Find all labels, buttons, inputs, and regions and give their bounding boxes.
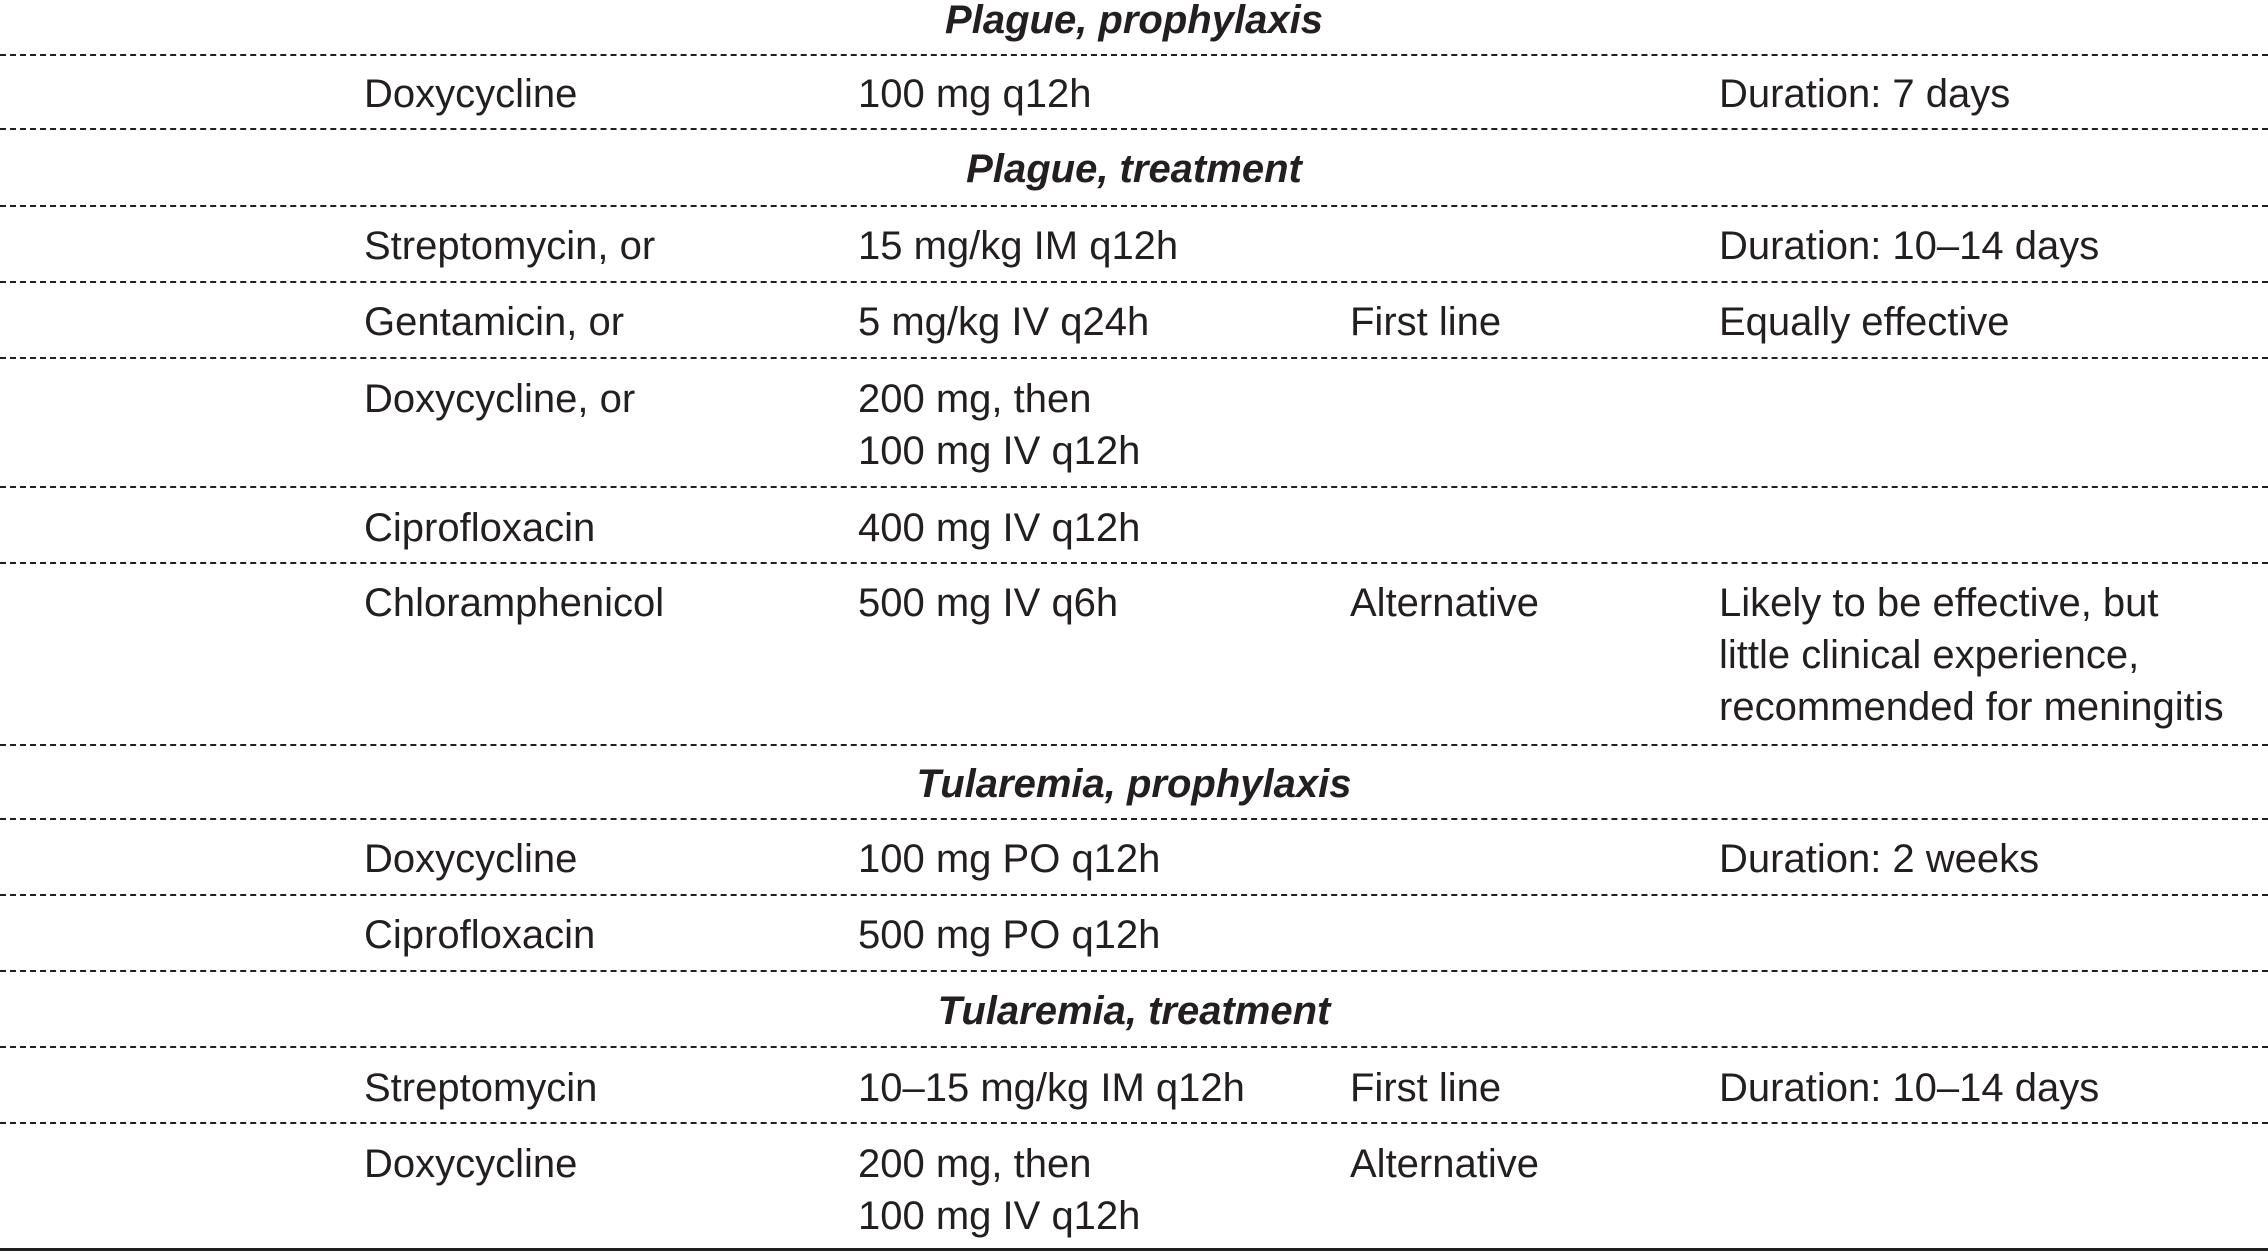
dose-cell: 400 mg IV q12h — [858, 506, 1141, 550]
row-divider — [0, 1122, 2268, 1124]
dose-cell: 200 mg, then 100 mg IV q12h — [858, 1142, 1141, 1238]
drug-cell: Doxycycline — [364, 837, 578, 881]
row-divider — [0, 1046, 2268, 1048]
row-divider — [0, 357, 2268, 359]
status-cell: First line — [1350, 1066, 1502, 1110]
section-heading: Tularemia, prophylaxis — [916, 762, 1352, 806]
table-bottom-rule — [0, 1248, 2268, 1251]
drug-cell: Ciprofloxacin — [364, 913, 596, 957]
status-cell: First line — [1350, 300, 1502, 344]
dose-cell: 100 mg q12h — [858, 72, 1092, 116]
row-divider — [0, 894, 2268, 896]
notes-cell: Duration: 2 weeks — [1719, 837, 2040, 881]
drug-cell: Doxycycline — [364, 1142, 578, 1186]
row-divider — [0, 54, 2268, 56]
drug-cell: Chloramphenicol — [364, 581, 665, 625]
row-divider — [0, 281, 2268, 283]
section-heading: Plague, treatment — [966, 147, 1302, 191]
notes-cell: Equally effective — [1719, 300, 2010, 344]
drug-cell: Streptomycin, or — [364, 224, 656, 268]
notes-cell: Duration: 10–14 days — [1719, 1066, 2100, 1110]
row-divider — [0, 205, 2268, 207]
notes-cell: Duration: 10–14 days — [1719, 224, 2100, 268]
drug-cell: Doxycycline — [364, 72, 578, 116]
section-heading: Plague, prophylaxis — [945, 0, 1323, 42]
dose-cell: 10–15 mg/kg IM q12h — [858, 1066, 1245, 1110]
dose-cell: 100 mg PO q12h — [858, 837, 1161, 881]
row-divider — [0, 970, 2268, 972]
row-divider — [0, 486, 2268, 488]
drug-cell: Doxycycline, or — [364, 377, 636, 421]
status-cell: Alternative — [1350, 581, 1539, 625]
row-divider — [0, 562, 2268, 564]
dose-cell: 5 mg/kg IV q24h — [858, 300, 1150, 344]
status-cell: Alternative — [1350, 1142, 1539, 1186]
drug-cell: Streptomycin — [364, 1066, 598, 1110]
notes-cell: Duration: 7 days — [1719, 72, 2011, 116]
section-heading: Tularemia, treatment — [937, 989, 1331, 1033]
drug-cell: Gentamicin, or — [364, 300, 625, 344]
row-divider — [0, 744, 2268, 746]
row-divider — [0, 128, 2268, 130]
dose-cell: 15 mg/kg IM q12h — [858, 224, 1179, 268]
row-divider — [0, 818, 2268, 820]
dose-cell: 200 mg, then 100 mg IV q12h — [858, 377, 1141, 473]
dose-cell: 500 mg PO q12h — [858, 913, 1161, 957]
notes-cell: Likely to be effective, but little clinical experience, recommended for meningitis — [1719, 581, 2224, 729]
drug-cell: Ciprofloxacin — [364, 506, 596, 550]
dose-cell: 500 mg IV q6h — [858, 581, 1119, 625]
